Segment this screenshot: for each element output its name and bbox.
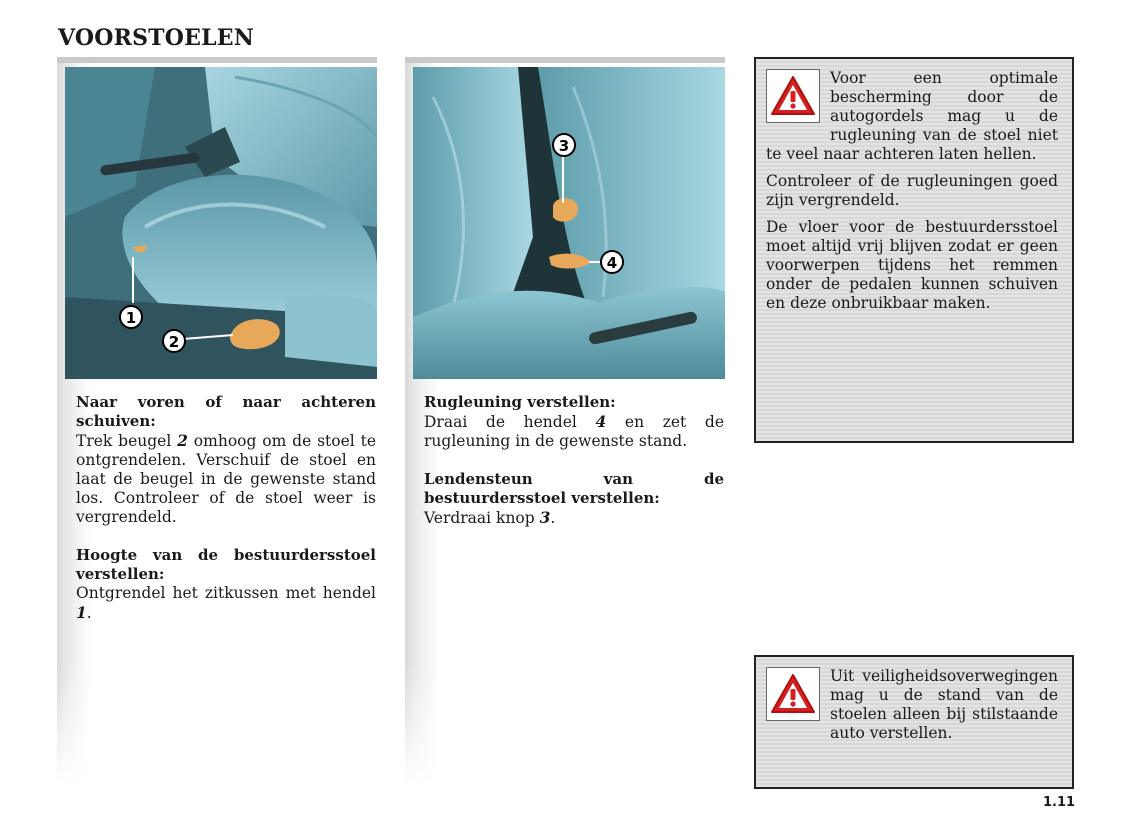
section-height [76, 546, 376, 623]
svg-text:2: 2 [168, 333, 180, 351]
warning-text: Uit veiligheidsoverwegingen mag u de stand van de stoelen alleen bij stilstaande auto verstellen. [830, 667, 1058, 742]
warning-text: Controleer of de rugleuningen goed zijn vergrendeld. [766, 172, 1058, 209]
section-backrest [424, 393, 724, 451]
svg-text:4: 4 [606, 254, 618, 272]
section-body: Verdraai knop 3. [424, 508, 556, 527]
reference-number: 2 [177, 431, 188, 450]
callout-3 [553, 134, 575, 156]
seat-slide-photo [65, 67, 377, 379]
section-body: Trek beugel 2 omhoog om de stoel te ontgrendelen. Verschuif de stoel en laat de beugel in de gewenste stand los. Controleer of de stoel weer is vergrendeld. [76, 431, 377, 526]
section-body: Ontgrendel het zitkussen met hendel 1. [76, 584, 376, 622]
section-slide [76, 393, 376, 527]
reference-number: 4 [595, 412, 607, 431]
section-heading: Hoogte van de bestuurdersstoel verstellen: [76, 546, 376, 583]
svg-text:3: 3 [558, 137, 570, 155]
reference-number: 1 [76, 603, 87, 622]
callout-4 [601, 251, 623, 273]
reference-number: 3 [539, 508, 551, 527]
page-title: VOORSTOELEN [58, 25, 255, 51]
section-body: Draai de hendel 4 en zet de rugleuning in de gewenste stand. [424, 412, 724, 450]
warning-triangle-icon [766, 667, 820, 721]
middle-column [405, 57, 725, 785]
section-heading: Rugleuning verstellen: [424, 393, 616, 411]
backrest-photo [413, 67, 725, 379]
warning-box-stationary [754, 655, 1074, 789]
callout-2 [163, 330, 185, 352]
svg-text:1: 1 [125, 309, 137, 327]
callout-1 [120, 306, 142, 328]
section-heading: Lendensteun van de bestuurdersstoel verstellen: [424, 470, 724, 507]
page-number: 1.11 [1043, 795, 1076, 810]
middle-text [424, 393, 724, 547]
seat-slide-illustration [65, 67, 377, 379]
warning-box-backrest [754, 57, 1074, 443]
section-heading: Naar voren of naar achteren schuiven: [76, 393, 376, 430]
warning-text: Voor een optimale bescherming door de autogordels mag u de rugleuning van de stoel niet te veel naar achteren laten hellen. [766, 69, 1058, 163]
left-text [76, 393, 376, 642]
section-lumbar [424, 470, 724, 528]
backrest-illustration [413, 67, 725, 379]
warning-triangle-icon [766, 69, 820, 123]
left-column [57, 57, 377, 785]
warning-text: De vloer voor de bestuurdersstoel moet altijd vrij blijven zodat er geen voorwerpen tijdens het remmen onder de pedalen kunnen schuiven en deze onbruikbaar maken. [766, 218, 1058, 312]
